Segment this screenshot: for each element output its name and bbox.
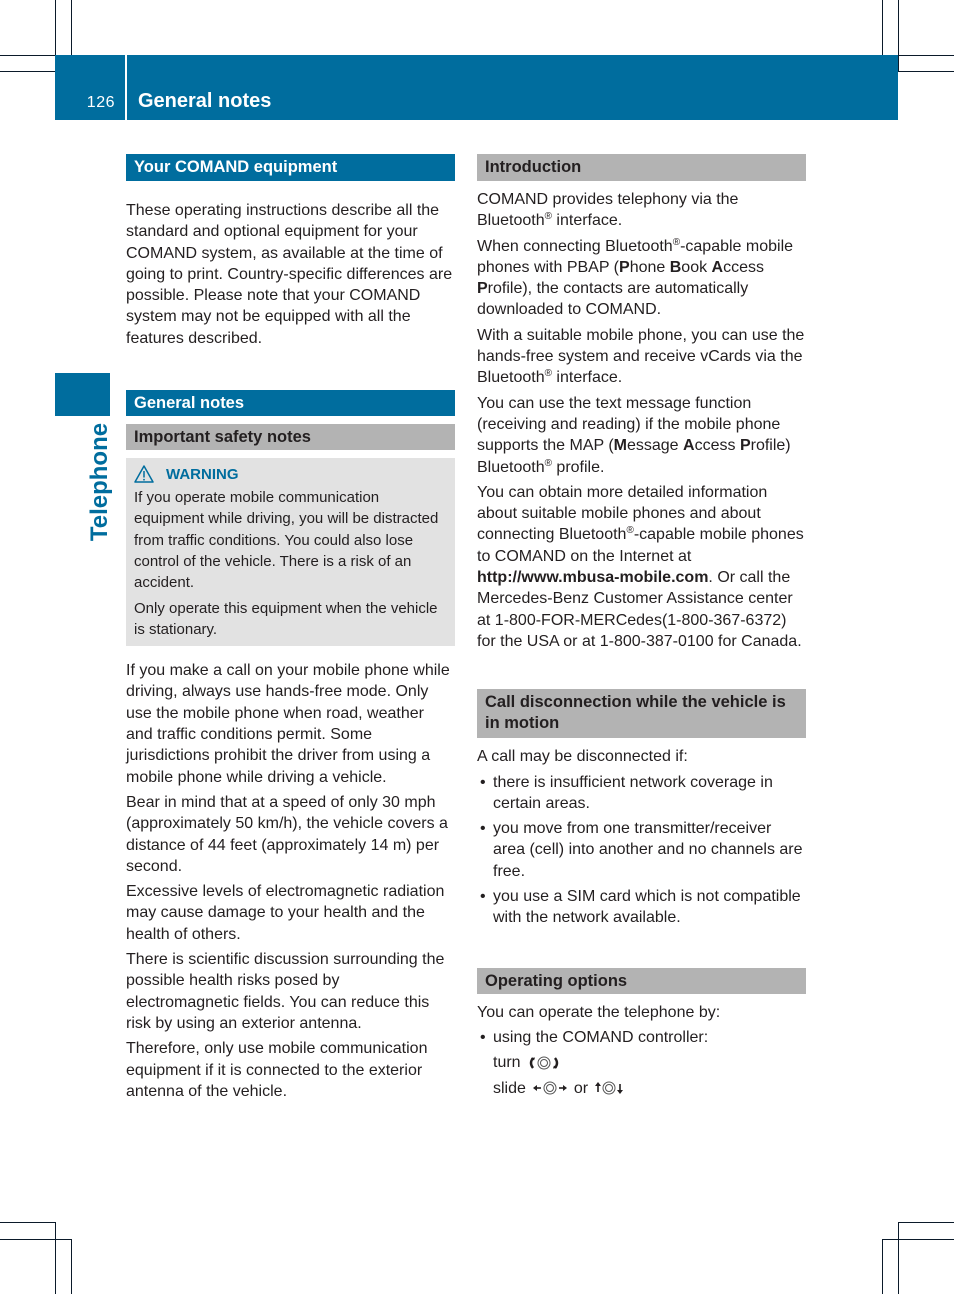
bullet-list: [477, 772, 806, 929]
page-number: 126: [86, 94, 115, 111]
list-item: • there is insufficient network coverage in certain areas.: [480, 773, 773, 812]
paragraph: COMAND provides telephony via the Bluetooth® interface.: [477, 191, 739, 230]
controller-slide-horizontal-icon: [532, 1081, 568, 1095]
crop-mark: [898, 71, 954, 72]
warning-text: If you operate mobile communication equipment while driving, you will be distracted from traffic conditions. You could also lose control of the vehicle. There is a risk of an accident.: [134, 489, 439, 592]
paragraph: You can operate the telephone by:: [477, 1003, 721, 1021]
paragraph: You can use the text message function (receiving and reading) if the mobile phone supports the MAP (Message Access Profile) Bluetooth® profile.: [477, 394, 791, 476]
paragraph: These operating instructions describe all the standard and optional equipment for your COMAND system, as available at the time of going to print. Country-specific differences are possible. Please note that your COMAND system may not be equipped with all the features described.: [126, 202, 453, 347]
crop-mark: [898, 1222, 899, 1294]
crop-mark: [71, 0, 72, 56]
paragraph: You can obtain more detailed information about suitable mobile phones and about connecting Bluetooth®-capable mobile phones to COMAND on the Internet at http://www.mbusa-mobile.com. Or call the Mercedes-Benz Customer Assistance center at 1-800-FOR-MERCedes(1-800-367-6372) for the USA or at 1-800-387-0100 for Canada.: [477, 483, 804, 650]
section-heading-your-comand-equipment: Your COMAND equipment: [126, 154, 455, 181]
paragraph: Excessive levels of electromagnetic radiation may cause damage to your health and the health of others.: [126, 883, 445, 943]
crop-mark: [882, 1239, 883, 1294]
section-heading-operating-options: Operating options: [477, 968, 806, 994]
warning-box: [126, 458, 455, 646]
paragraph: Bear in mind that at a speed of only 30 mph (approximately 50 km/h), the vehicle covers a distance of 44 feet (approximately 14 m) per second.: [126, 793, 448, 875]
controller-turn-icon: [527, 1056, 561, 1070]
crop-mark: [0, 55, 56, 56]
paragraph: When connecting Bluetooth®-capable mobile phones with PBAP (Phone Book Access Profile), the contacts are automatically downloaded to COMAND.: [477, 236, 794, 319]
controller-turn-line: turn: [477, 1052, 806, 1073]
crop-mark: [898, 55, 954, 56]
left-column: [126, 154, 455, 1102]
warning-triangle-icon: [134, 465, 154, 483]
section-heading-introduction: Introduction: [477, 154, 806, 181]
warning-text: Only operate this equipment when the vehicle is stationary.: [134, 599, 438, 638]
warning-header: [134, 464, 447, 484]
side-tab-label: Telephone: [86, 422, 113, 542]
paragraph: With a suitable mobile phone, you can use the hands-free system and receive vCards via the Bluetooth® interface.: [477, 326, 805, 387]
side-tab-marker: [55, 373, 110, 416]
list-item: • you move from one transmitter/receiver area (cell) into another and no channels are free.: [480, 820, 803, 880]
page-title: General notes: [138, 90, 272, 112]
paragraph: Therefore, only use mobile communication equipment if it is connected to the exterior antenna of the vehicle.: [126, 1040, 428, 1100]
section-heading-general-notes: General notes: [126, 390, 455, 416]
bullet-list: [477, 1027, 806, 1048]
crop-mark: [0, 1222, 56, 1223]
crop-mark: [898, 1222, 954, 1223]
crop-mark: [55, 1222, 56, 1294]
crop-mark: [0, 71, 56, 72]
section-heading-call-disconnection: Call disconnection while the vehicle is in motion: [477, 689, 806, 738]
header-separator: [125, 55, 127, 120]
list-item: • using the COMAND controller:: [480, 1028, 709, 1046]
crop-mark: [882, 0, 883, 56]
controller-slide-vertical-icon: [594, 1081, 624, 1095]
website-link[interactable]: http://www.mbusa-mobile.com: [477, 569, 709, 587]
crop-mark: [882, 1239, 954, 1240]
paragraph: A call may be disconnected if:: [477, 748, 688, 766]
controller-slide-line: slide or: [477, 1078, 806, 1099]
crop-mark: [71, 1239, 72, 1294]
subheading-important-safety-notes: Important safety notes: [126, 424, 455, 450]
paragraph: There is scientific discussion surrounding the possible health risks posed by electromagnetic fields. You can reduce this risk by using an exterior antenna.: [126, 951, 445, 1032]
list-item: • you use a SIM card which is not compatible with the network available.: [480, 888, 801, 927]
right-column: [477, 154, 806, 1099]
paragraph: If you make a call on your mobile phone while driving, always use hands-free mode. Only use the mobile phone when road, weather and traffic conditions permit. Some jurisdictions prohibit the driver from using a mobile phone while driving a vehicle.: [126, 662, 450, 786]
crop-mark: [898, 0, 899, 72]
warning-title: WARNING: [166, 465, 239, 483]
crop-mark: [0, 1239, 72, 1240]
